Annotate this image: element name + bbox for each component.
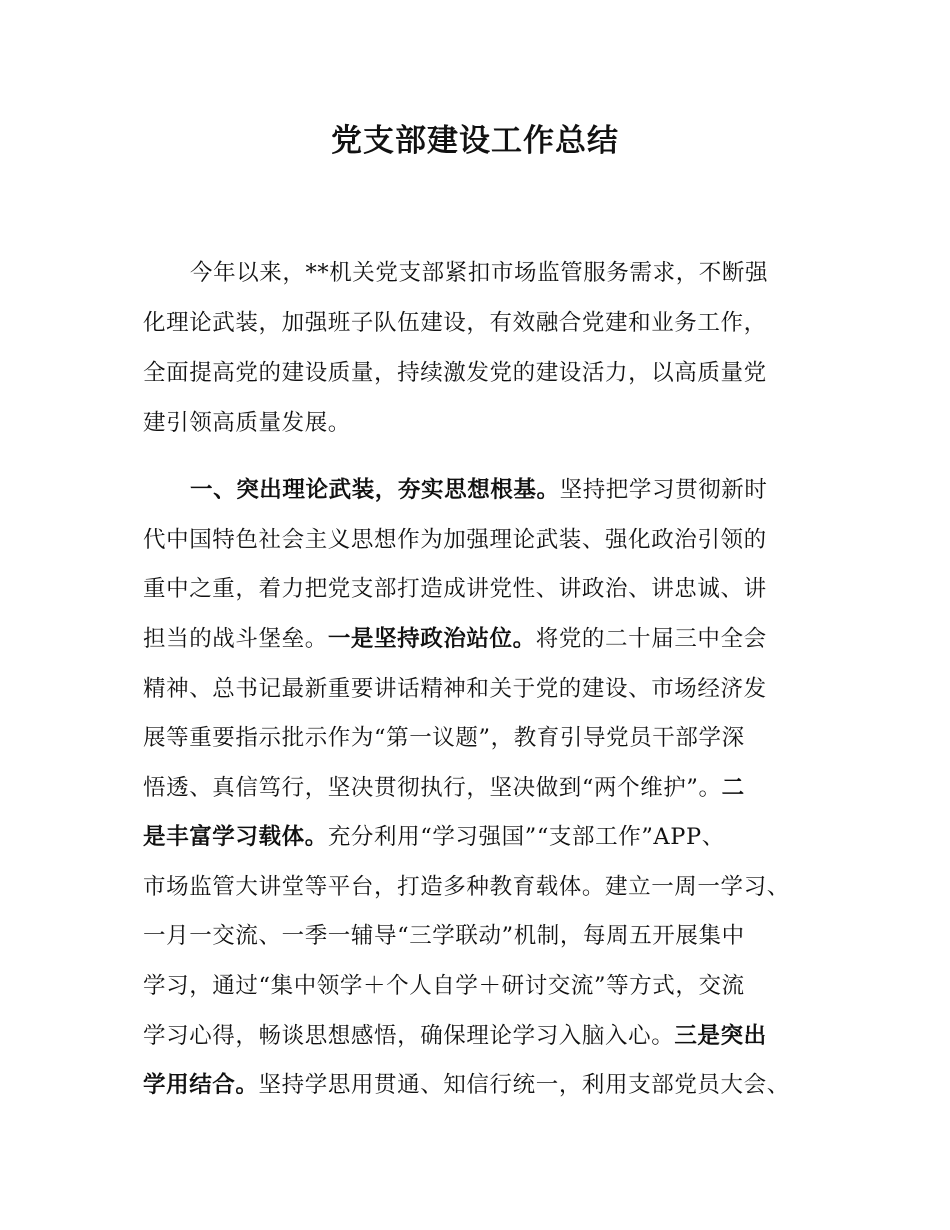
intro-line-4: 建引领高质量发展。 [143, 410, 351, 436]
section1-heading: 一、突出理论武装，夯实思想根基。 [190, 477, 560, 503]
section1-line-10: 一月一交流、一季一辅导“三学联动”机制，每周五开展集中 [143, 923, 745, 949]
point-two-heading: 是丰富学习载体。 [143, 824, 328, 850]
section1-text: 担当的战斗堡垒。 [143, 626, 328, 652]
document-title: 党支部建设工作总结 [331, 123, 619, 159]
point-one-heading: 一是坚持政治站位。 [327, 626, 536, 652]
section1-line-7 [143, 773, 745, 803]
point-three-heading: 学用结合。 [143, 1072, 259, 1098]
section1-line-5: 精神、总书记最新重要讲话精神和关于党的建设、市场经济发 [143, 676, 767, 702]
intro-line-3: 全面提高党的建设质量，持续激发党的建设活力，以高质量党 [143, 360, 767, 386]
section1-text: 将党的二十届三中全会 [535, 626, 767, 652]
section1-text: 悟透、真信笃行，坚决贯彻执行，坚决做到“两个维护”。 [143, 775, 722, 801]
point-three-heading-start: 三是突出 [674, 1023, 767, 1049]
section1-line-4 [143, 624, 767, 654]
intro-line-2: 化理论武装，加强班子队伍建设，有效融合党建和业务工作， [143, 310, 767, 336]
section1-line-3: 重中之重，着力把党支部打造成讲党性、讲政治、讲忠诚、讲 [143, 576, 767, 602]
section1-text: 坚持把学习贯彻新时 [559, 477, 768, 503]
section1-text: 充分利用“学习强国”“支部工作”APP、 [327, 824, 725, 850]
section1-line-11: 学习，通过“集中领学＋个人自学＋研讨交流”等方式，交流 [143, 973, 745, 999]
section1-line-8 [143, 822, 725, 852]
intro-line-1: 今年以来，**机关党支部紧扣市场监管服务需求，不断强 [190, 260, 769, 286]
section1-text: 坚持学思用贯通、知信行统一，利用支部党员大会、 [258, 1072, 790, 1098]
section1-line-12 [143, 1021, 767, 1051]
section1-line-9: 市场监管大讲堂等平台，打造多种教育载体。建立一周一学习、 [143, 874, 790, 900]
section1-line-2: 代中国特色社会主义思想作为加强理论武装、强化政治引领的 [143, 527, 767, 553]
section1-line-13 [143, 1070, 790, 1100]
section1-line-6: 展等重要指示批示作为“第一议题”，教育引导党员干部学深 [143, 725, 745, 751]
point-two-heading-start: 二 [721, 775, 745, 801]
section1-line-1 [190, 475, 768, 505]
section1-text: 学习心得，畅谈思想感悟，确保理论学习入脑入心。 [143, 1023, 675, 1049]
